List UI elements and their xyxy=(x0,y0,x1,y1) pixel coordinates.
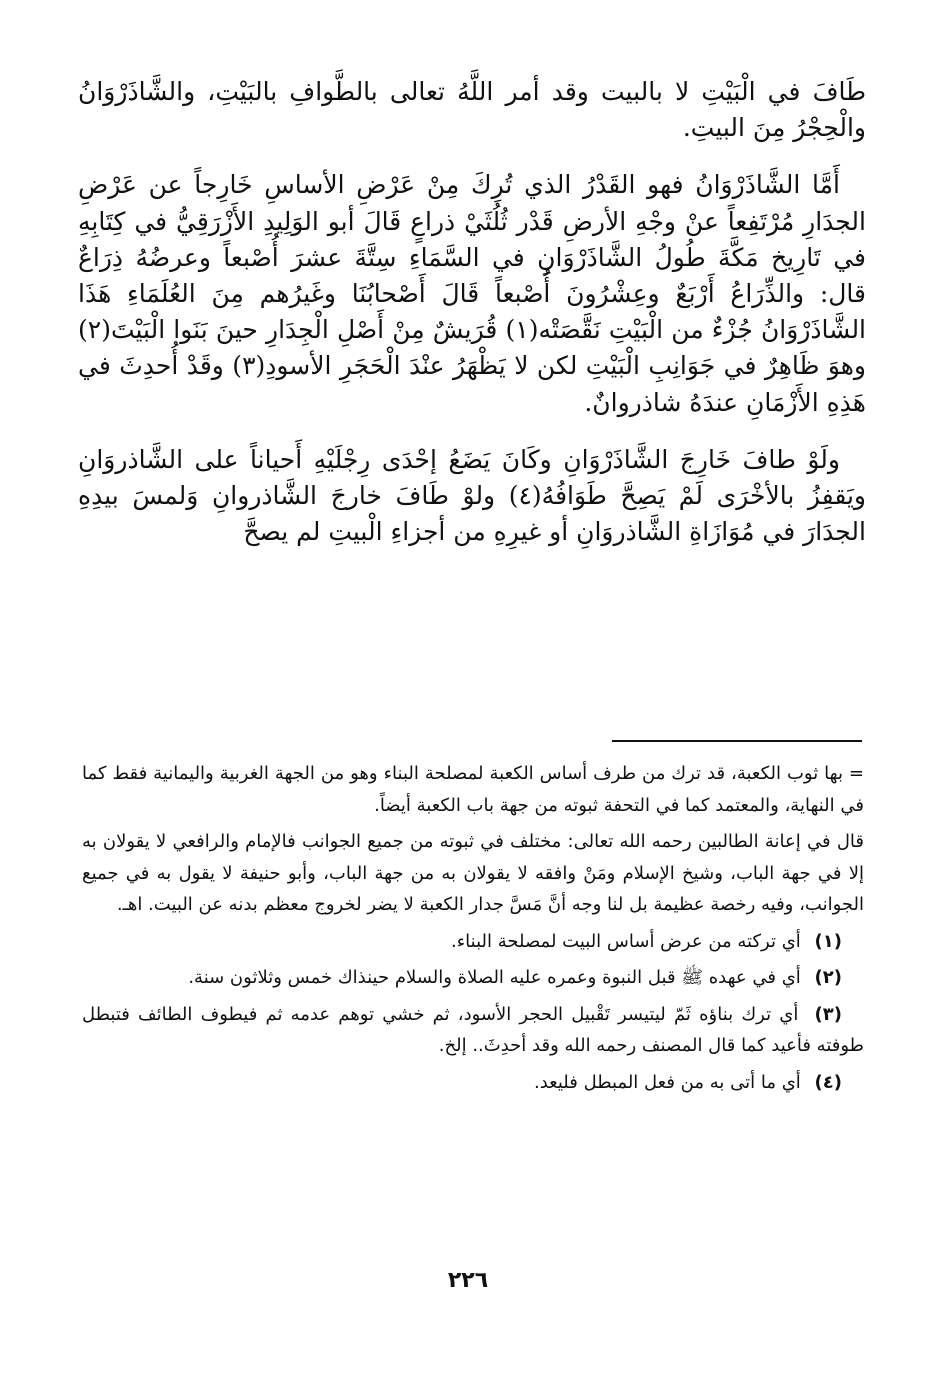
footnote-continuation-2: قال في إعانة الطالبين رحمه الله تعالى: مختلف في ثبوته من جميع الجوانب فالإمام والرافعي لا يقولان به إلا في جهة الباب، وشيخ الإسلام ومَنْ وافقه لا يقولان به من جهة الباب، وأبو حنيفة لا يقول به في جميع الجوانب، وفيه رخصة عظيمة بل لنا وجه أنَّ مَسَّ جدار الكعبة لا يضر لخروج معظم بدنه عن البيت. اهـ. xyxy=(82,831,864,915)
footnote-number: (٣) xyxy=(814,1003,842,1025)
footnote-number: (١) xyxy=(814,930,842,952)
footnote-number: (٢) xyxy=(814,967,842,988)
footnote-continuation-1: = بها ثوب الكعبة، قد ترك من طرف أساس الكعبة لمصلحة البناء وهو من الجهة الغربية واليمانية فقط كما في النهاية، والمعتمد كما في التحفة ثبوته من جهة باب الكعبة أيضاً. xyxy=(82,763,864,816)
footnote-text: أي تركته من عرض أساس البيت لمصلحة البناء. xyxy=(450,930,801,952)
main-paragraph-1: طَافَ في الْبَيْتِ لا بالبيت وقد أمر اللَّهُ تعالى بالطَّوافِ بالبَيْتِ، والشَّاذَرْوَانُ والْحِجْرُ مِنَ البيتِ. xyxy=(78,77,866,143)
footnote-text: أي في عهده ﷺ قبل النبوة وعمره عليه الصلاة والسلام حينذاك خمس وثلاثون سنة. xyxy=(188,967,801,988)
footnote-separator xyxy=(612,740,862,742)
footnote-number: (٤) xyxy=(814,1071,842,1093)
footnotes-section xyxy=(82,758,864,1103)
main-paragraph-2: أَمَّا الشَّاذَرْوَانُ فهو القَدْرُ الذي تُرِكَ مِنْ عَرْضِ الأساسِ خَارِجاً عن عَرْضِ الجدَارِ مُرْتَفِعاً عنْ وجْهِ الأرضِ قَدْر ثُلُثَيْ ذراعٍ قَالَ أبو الوَلِيدِ الأَزْرَقِيُّ في كِتَابِهِ في تَارِيخ مَكَّةَ طُولُ الشَّاذَرْوَانِ في السَّمَاءِ سِتَّةَ عشرَ أُصْبعاً وعرضُهُ ذِرَاعٌ قال: والذِّرَاعُ أَرْبَعٌ وعِشْرُونَ أُصْبعاً قَالَ أَصْحابُنَا وغَيرُهم مِنَ العُلَمَاءِ هَذَا الشَّاذَرْوَانُ جُزْءٌ من الْبَيْتِ نَقَّصَتْه(١) قُرَيشٌ مِنْ أَصْلِ الْجِدَارِ حينَ بَنَوا الْبَيْتَ(٢) وهوَ ظَاهِرٌ في جَوَانِبِ الْبَيْتِ لكن لا يَظْهَرُ عنْدَ الْحَجَرِ الأسودِ(٣) وقَدْ أُحدِثَ في هَذِهِ الأَزْمَانِ عندَهُ شاذروانٌ. xyxy=(78,170,867,417)
footnote-text: أي ما أتى به من فعل المبطل فليعد. xyxy=(534,1071,801,1093)
footnote-text: أي ترك بناؤه ثَمّ ليتيسر تَقْبيل الحجر الأسود، ثم خشي توهم عدمه ثم فيطوف الطائف فتبطل طوفته فأعيد كما قال المصنف رحمه الله وقد أحدِثَ.. إلخ. xyxy=(82,1003,864,1056)
footnote-3 xyxy=(82,999,864,1062)
footnote-2 xyxy=(82,962,864,994)
footnote-4 xyxy=(82,1067,864,1099)
main-paragraph-3: ولَوْ طافَ خَارِجَ الشَّاذَرْوَانِ وكَانَ يَضَعُ إحْدَى رِجْلَيْهِ أَحياناً على الشَّاذروَانِ ويَقفِزُ بالأخْرَى لَمْ يَصِحَّ طَوَافُهُ(٤) ولوْ طَافَ خارجَ الشَّاذروانِ وَلمسَ بيدِهِ الجدَارَ في مُوَازَاةِ الشَّاذروَانِ أو غيرِهِ من أجزاءِ الْبيتِ لم يصحَّ xyxy=(78,444,866,547)
main-text-body xyxy=(78,74,866,571)
page-number: ٢٢٦ xyxy=(447,1268,489,1293)
footnote-1 xyxy=(82,926,864,958)
